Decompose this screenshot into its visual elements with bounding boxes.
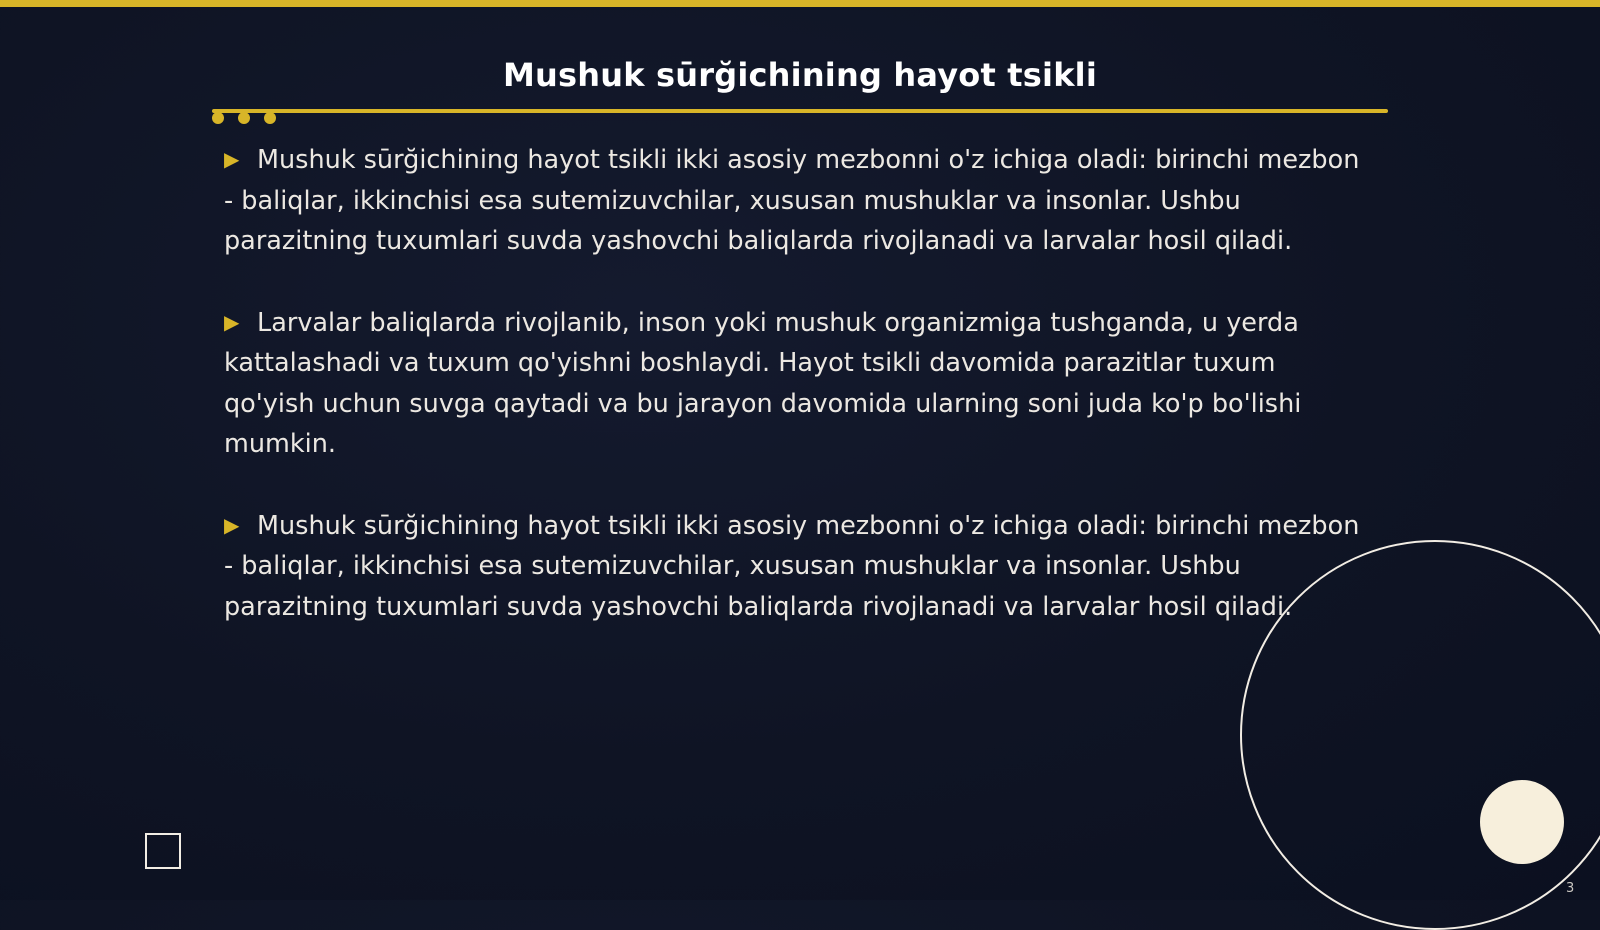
bullet-paragraph-1 (224, 139, 1364, 262)
decorative-filled-circle (1480, 780, 1564, 864)
bullet-paragraph-2 (224, 302, 1364, 465)
bullet-arrow-icon: ▶ (224, 512, 240, 537)
bullet-arrow-icon: ▶ (224, 147, 240, 171)
paragraph-text: Mushuk sūrğichining hayot tsikli ikki asosiy mezbonni o'z ichiga oladi: birinchi mezbon - baliqlar, ikkinchisi esa sutemizuvchilar, xususan mushuklar va insonlar. Ushbu parazitning tuxumlari suvda yashovchi baliqlarda rivojlanadi va larvalar hosil qiladi. (224, 510, 1360, 622)
title-underline (212, 109, 1388, 113)
title-dots (212, 112, 276, 124)
paragraph-text: Larvalar baliqlarda rivojlanib, inson yoki mushuk organizmiga tushganda, u yerda kattalashadi va tuxum qo'yishni boshlaydi. Hayot tsikli davomida parazitlar tuxum qo'yish uchun suvga qaytadi va bu jarayon davomida ularning soni juda ko'p bo'lishi mumkin. (224, 307, 1302, 459)
top-accent-bar (0, 0, 1600, 7)
decorative-circle-outline (1240, 540, 1600, 930)
accent-dot (212, 112, 224, 124)
accent-dot (264, 112, 276, 124)
bullet-arrow-icon: ▶ (224, 309, 240, 334)
slide-title: Mushuk sūrğichining hayot tsikli (502, 56, 1098, 94)
bullet-paragraph-3 (224, 505, 1364, 628)
decorative-square-outline (145, 833, 181, 869)
paragraph-text: Mushuk sūrğichining hayot tsikli ikki asosiy mezbonni o'z ichiga oladi: birinchi mezbon - baliqlar, ikkinchisi esa sutemizuvchilar, xususan mushuklar va insonlar. Ushbu parazitning tuxumlari suvda yashovchi baliqlarda rivojlanadi va larvalar hosil qiladi. (224, 145, 1360, 256)
page-number: 3 (1566, 881, 1575, 896)
slide-content (224, 139, 1364, 667)
accent-dot (238, 112, 250, 124)
